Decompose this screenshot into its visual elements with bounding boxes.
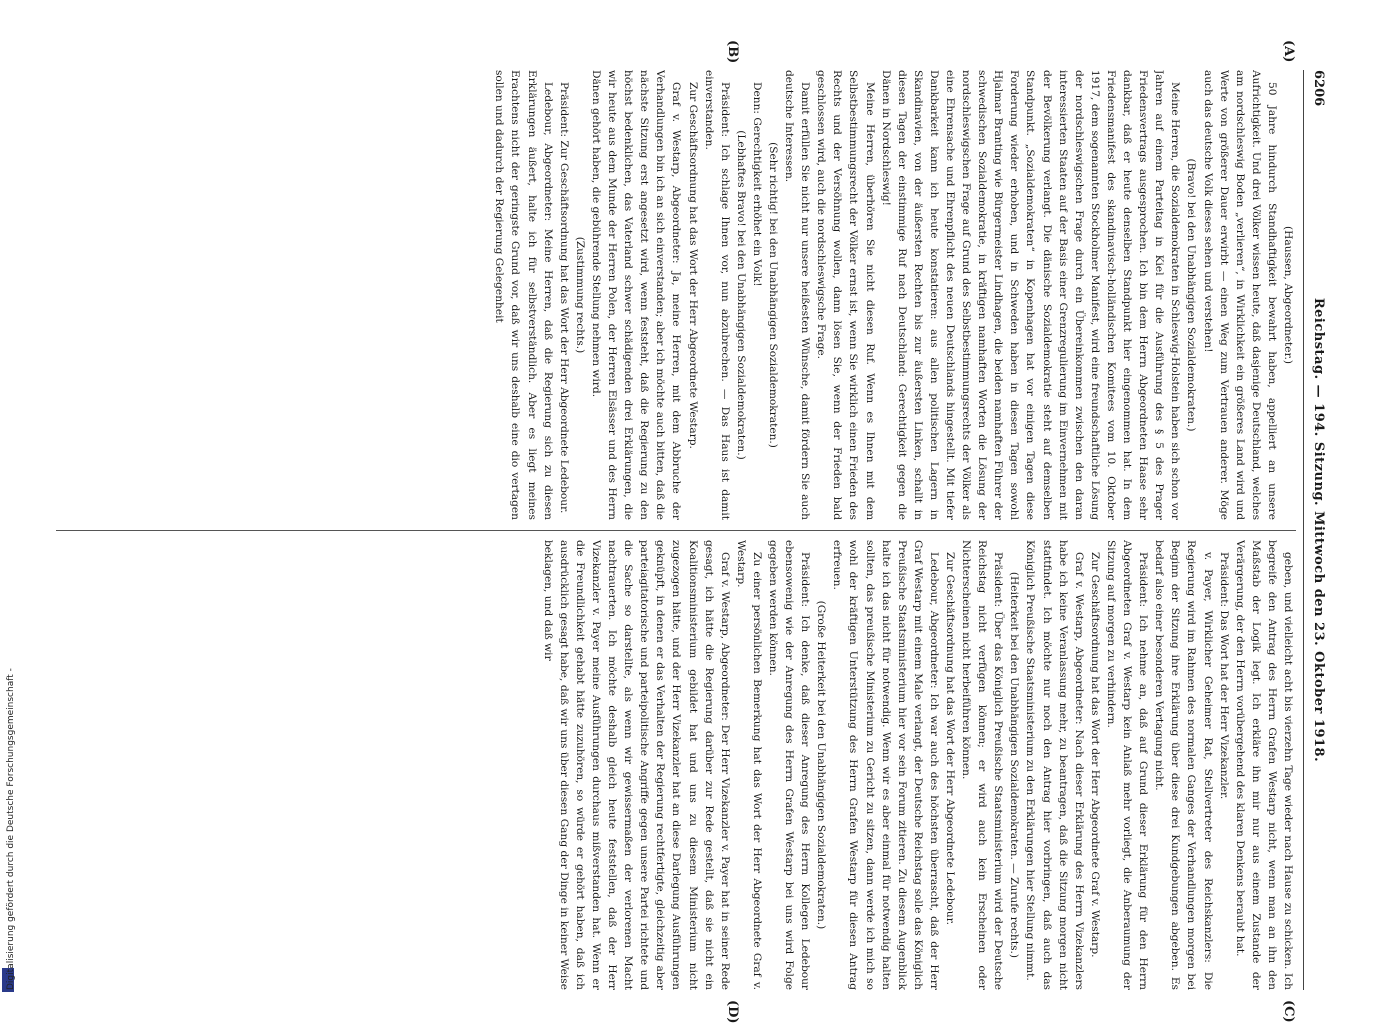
paragraph: Präsident: Zur Geschäftsordnung hat das Wort der Herr Abgeordnete Ledebour. — [557, 82, 570, 514]
paragraph: Zur Geschäftsordnung hat das Wort der Herr Abgeordnete Westarp. — [686, 82, 699, 449]
interjection: (Heiterkeit bei den Unabhängigen Sozialdemokraten. — Zurufe rechts.) — [1008, 571, 1021, 959]
margin-marker-b: (B) — [725, 40, 740, 64]
paragraph: Zu einer persönlichen Bemerkung hat das Wort der Herr Abgeordnete Graf v. Westarp. — [734, 540, 763, 990]
interjection: (Große Heiterkeit bei den Unabhängigen Sozialdemokraten.) — [815, 600, 828, 930]
page-header — [1303, 70, 1330, 990]
paragraph: Graf v. Westarp, Abgeordneter: Ja, meine Herren, mit dem Abbruche der Verhandlungen bin ich an sich einverstanden; aber ich möchte auch bitten, daß die nächste Sitzung erst angesetzt wird, wenn feststeht, daß die Regierung zu den höchst bedenklichen, das Vaterland schwer schädigenden drei Erklärungen, die wir heute aus dem Munde der Herren Polen, der Herren Elsässer und des Herrn Dänen gehört haben, die gebührende Stellung nehmen wird. — [589, 70, 683, 520]
interjection: (Bravo! bei den Unabhängigen Sozialdemokraten.) — [1185, 158, 1198, 432]
paragraph: Präsident: Das Wort hat der Herr Vizekanzler. — [1217, 552, 1230, 800]
paragraph: Zur Geschäftsordnung hat das Wort der Herr Abgeordnete Graf v. Westarp. — [1088, 552, 1101, 958]
page-number: 6206 — [1311, 70, 1326, 107]
paragraph: v. Payer, Wirklicher Geheimer Rat, Stellvertreter des Reichskanzlers: Die Regierung wird im Rahmen des normalen Ganges der Verhandlungen morgen bei Beginn der Sitzung ihre Erklärung über diese drei Kundgebungen abgeben. Es bedarf also einer besonderen Vertagung nicht. — [1153, 540, 1214, 990]
paragraph: Zur Geschäftsordnung hat das Wort der Herr Abgeordnete Ledebour. — [944, 552, 957, 925]
paragraph: Meine Herren, überhören Sie nicht diesen Ruf. Wenn es Ihnen mit dem Selbstbestimmungsrecht der Völker ernst ist, wenn Sie wirklich einen Frieden des Rechts und der Versöhnung wollen, dann lösen Sie, wenn der Frieden bald geschlossen wird, auch die nordschleswigsche Frage. — [815, 70, 876, 520]
right-column — [56, 540, 1296, 990]
interjection: (Zustimmung rechts.) — [573, 236, 586, 354]
interjection: (Lebhaftes Bravo! bei den Unabhängigen Sozialdemokraten.) — [734, 130, 747, 460]
paragraph: Damit erfüllen Sie nicht nur unsere heißesten Wünsche, damit fördern Sie auch deutsche Interessen. — [783, 70, 812, 520]
speaker-note: (Haussen, Abgeordneter.) — [1282, 226, 1294, 364]
interjection: (Sehr richtig! bei den Unabhängigen Sozialdemokraten.) — [767, 142, 779, 448]
paragraph: Ledebour, Abgeordneter: Ich war auch des höchsten überrascht, daß der Herr Graf Westarp mit einem Male verlangt, der Deutsche Reichstag solle das Königlich Preußische Staatsministerium hier vor sein Forum zitieren. Zu diesem Augenblick halte ich das nicht für notwendig. Wenn wir es aber einmal für notwendig halten sollten, das preußische Ministerium zu Gericht zu sitzen, dann werde ich mich so wohl der kräftigen Unterstützung des Herrn Grafen Westarp für diesen Antrag erfreuen. — [831, 540, 940, 990]
paragraph: Präsident: Über das Königlich Preußische Staatsministerium wird der Deutsche Reichstag nicht verfügen können; er wird auch kein Erscheinen oder Nichterscheinen nicht herbeiführen können. — [960, 540, 1005, 990]
column-divider — [56, 530, 1296, 531]
paragraph: Präsident: Ich denke, daß dieser Anregung des Herrn Kollegen Ledebour ebensowenig wie der Anregung des Herrn Grafen Westarp bei uns wird Folge gegeben werden können. — [767, 540, 812, 990]
digitization-credit: Digitalisierung gefördert durch die Deutsche Forschungsgemeinschaft - — [6, 668, 16, 990]
paragraph: Graf v. Westarp, Abgeordneter: Nach dieser Erklärung des Herrn Vizekanzlers habe ich keine Veranlassung mehr, zu beantragen, daß die Sitzung morgen nicht stattfindet. Ich möchte nur noch den Antrag hier vorbringen, daß auch das Königlich Preußische Staatsministerium zu den Erklärungen hier Stellung nimmt. — [1024, 540, 1085, 990]
paragraph: Präsident: Ich schlage Ihnen vor, nun abzubrechen. — Das Haus ist damit einverstanden. — [702, 70, 731, 520]
running-head: Reichstag. — 194. Sitzung. Mittwoch den 23. Oktober 1918. — [1311, 297, 1326, 763]
paragraph: 50 Jahre hindurch Standhaftigkeit bewahrt haben, appelliert an unsere Aufrichtigkeit. Und drei Völker wissen heute, daß dasjenige Deutschland, welches am nordschleswig Boden „verlieren“, in Wirklichkeit ein größeres Land wird und Werte von größerer Dauer erwirbt — einen Weg zum Vertrauen anderer. Möge auch das deutsche Volk dieses sehen und verstehen! — [1201, 70, 1278, 520]
margin-marker-d: (D) — [725, 1000, 740, 1024]
paragraph: Denn: Gerechtigkeit erhöhet ein Volk! — [750, 82, 763, 287]
margin-marker-a: (A) — [1281, 40, 1296, 63]
margin-marker-c: (C) — [1281, 1000, 1296, 1023]
paragraph: Ledebour, Abgeordneter: Meine Herren, daß die Regierung sich zu diesen Erklärungen äußert, halte ich für selbstverständlich. Aber es liegt meines Erachtens nicht der geringste Grund vor, daß wir uns deshalb eine dio vertagen sollen und dadurch der Regierung Gelegenheit — [493, 70, 554, 520]
paragraph: Präsident: Ich nehme an, daß auf Grund dieser Erklärung für den Herrn Abgeordneten Graf v. Westarp kein Anlaß mehr vorliegt, die Anberaumung der Sitzung auf morgen zu verhindern. — [1104, 540, 1150, 990]
paragraph: Meine Herren, die Sozialdemokraten in Schleswig-Holstein haben sich schon vor Jahren auf einem Parteitag in Kiel für die Ausführung des § 5 des Prager Friedensvertrags ausgesprochen. Ich bin dem Herrn Abgeordneten Haase sehr dankbar, daß er heute denselben Standpunkt hier eingenommen hat. In dem Friedensmanifest des skandinavisch-holländischen Komitees vom 10. Oktober 1917, dem sogenannten Stockholmer Manifest, wird eine freundschaftliche Lösung der nordschleswigschen Frage durch ein Übereinkommen zwischen den daran interessierten Staaten auf der Basis einer Grenzregulierung im Einvernehmen mit der Bevölkerung verlangt. Die dänische Sozialdemokratie steht auf demselben Standpunkt. „Sozialdemokraten“ in Kopenhagen hat vor einigen Tagen diese Forderung wieder erhoben, und in Schweden haben in diesen Tagen sowohl Hjalmar Branting wie Bürgermeister Lindhagen, die beiden namhaften Führer der schwedischen Sozialdemokratie, in kräftigen namhaften Worten die Lösung der nordschleswigschen Frage auf Grund des Selbstbestimmungsrechts der Völker als eine Ehrensache und Ehrenpflicht des neuen Deutschlands hingestellt. Mit tiefer Dankbarkeit kann ich heute konstatieren: aus allen politischen Lagern in Skandinavien, von der äußersten Rechten bis zur äußersten Linken, schallt in diesen Tagen der einstimmige Ruf nach Deutschland: Gerechtigkeit gegen die Dänen in Nordschleswig! — [879, 70, 1182, 520]
left-column — [56, 70, 1296, 520]
scanned-page — [40, 40, 1330, 1024]
paragraph: Graf v. Westarp, Abgeordneter: Der Herr Vizekanzler v. Payer hat in seiner Rede gesagt, ich hätte die Regierung darüber zur Rede gestellt, daß sie nicht ein Koalitionsministerium gebildet hat und uns zu diesem Ministerium nicht zugezogen hätte, und der Herr Vizekanzler hat an diese Darlegung Ausführungen geknüpft, in denen er das Verhalten der Regierung rechtfertigte, gleichzeitig aber parteiagitatorische und parteipolitische Angriffe gegen unsere Partei richtete und die Sache so darstellte, als wenn wir gewissermaßen der verlorenen Macht nachtrauerten. Ich möchte deshalb gleich heute feststellen, daß der Herr Vizekanzler v. Payer meine Ausführungen durchaus mißverstanden hat. Wenn er die Freundlichkeit gehabt hätte zuzuhören, so würde er gehört haben, daß ich ausdrücklich gesagt habe, daß wir uns über diesen Gang der Dinge in keiner Weise beklagen, und daß wir — [541, 540, 731, 990]
paragraph: geben, und vielleicht acht bis vierzehn Tage wieder nach Hause zu schicken. Ich begreife den Antrag des Herrn Grafen Westarp nicht, wenn man an ihn den Maßstab der Logik legt. Ich erkläre ihn mir nur aus einem Zustande der Verärgerung, der den Herrn vorübergehend des klaren Denkens beraubt hat. — [1233, 540, 1294, 990]
